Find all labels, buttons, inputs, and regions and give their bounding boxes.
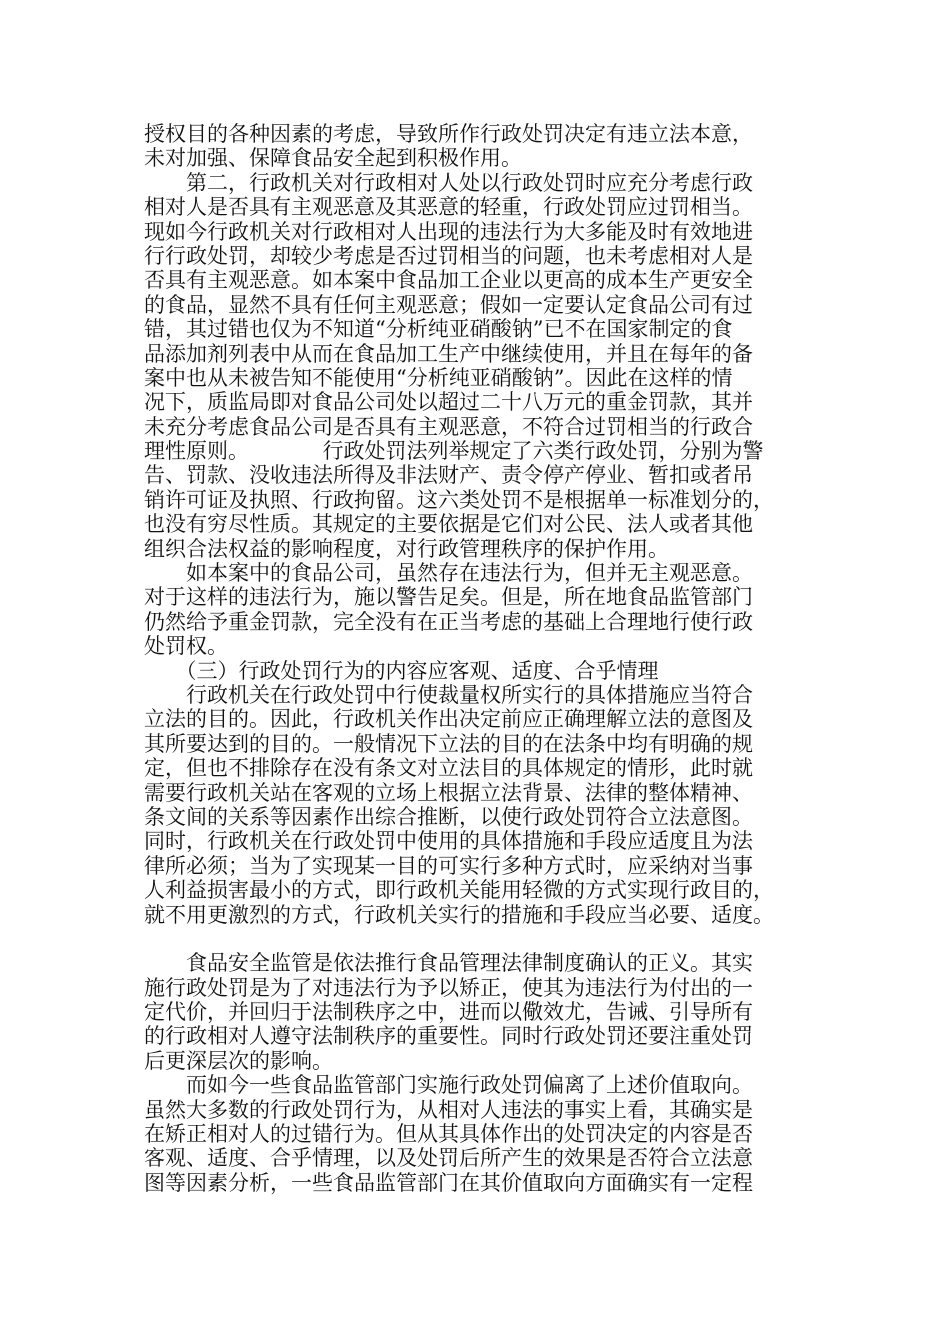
text-line: 律所必须；当为了实现某一目的可实行多种方式时，应采纳对当事 bbox=[144, 853, 753, 878]
text-line: 未对加强、保障食品安全起到积极作用。 bbox=[144, 146, 522, 171]
blank-line bbox=[144, 927, 812, 951]
text-line: 现如今行政机关对行政相对人出现的违法行为大多能及时有效地进 bbox=[144, 219, 753, 244]
text-line: 食品安全监管是依法推行食品管理法律制度确认的正义。其实 bbox=[144, 951, 753, 976]
text-line: 对于这样的违法行为，施以警告足矣。但是，所在地食品监管部门 bbox=[144, 585, 753, 610]
text-line: 而如今一些食品监管部门实施行政处罚偏离了上述价值取向。 bbox=[144, 1073, 753, 1098]
text-line: 销许可证及执照、行政拘留。这六类处罚不是根据单一标准划分的， bbox=[144, 487, 774, 512]
text-line: 立法的目的。因此，行政机关作出决定前应正确理解立法的意图及 bbox=[144, 707, 753, 732]
body-text bbox=[144, 122, 812, 1195]
text-line: 行政机关在行政处罚中行使裁量权所实行的具体措施应当符合 bbox=[144, 682, 753, 707]
text-line: 未充分考虑食品公司是否具有主观恶意，不符合过罚相当的行政合 bbox=[144, 414, 753, 439]
text-line: 第二，行政机关对行政相对人处以行政处罚时应充分考虑行政 bbox=[144, 170, 753, 195]
text-line: 品添加剂列表中从而在食品加工生产中继续使用，并且在每年的备 bbox=[144, 341, 753, 366]
text-line: 处罚权。 bbox=[144, 634, 228, 659]
text-line: 其所要达到的目的。一般情况下立法的目的在法条中均有明确的规 bbox=[144, 731, 753, 756]
text-line: 后更深层次的影响。 bbox=[144, 1048, 333, 1073]
text-line: 图等因素分析，一些食品监管部门在其价值取向方面确实有一定程 bbox=[144, 1170, 753, 1195]
text-line: 仍然给予重金罚款，完全没有在正当考虑的基础上合理地行使行政 bbox=[144, 609, 753, 634]
text-line: 客观、适度、合乎情理，以及处罚后所产生的效果是否符合立法意 bbox=[144, 1146, 753, 1171]
text-line: 告、罚款、没收违法所得及非法财产、责令停产停业、暂扣或者吊 bbox=[144, 463, 753, 488]
text-line: 组织合法权益的影响程度，对行政管理秩序的保护作用。 bbox=[144, 536, 669, 561]
text-line: 同时，行政机关在行政处罚中使用的具体措施和手段应适度且为法 bbox=[144, 829, 753, 854]
text-line: 人利益损害最小的方式，即行政机关能用轻微的方式实现行政目的， bbox=[144, 878, 774, 903]
text-line: 否具有主观恶意。如本案中食品加工企业以更高的成本生产更安全 bbox=[144, 268, 753, 293]
text-line: 况下，质监局即对食品公司处以超过二十八万元的重金罚款，其并 bbox=[144, 390, 753, 415]
text-line: 的行政相对人遵守法制秩序的重要性。同时行政处罚还要注重处罚 bbox=[144, 1024, 753, 1049]
text-line: 的食品，显然不具有任何主观恶意；假如一定要认定食品公司有过 bbox=[144, 292, 753, 317]
text-line: 相对人是否具有主观恶意及其恶意的轻重，行政处罚应过罚相当。 bbox=[144, 195, 753, 220]
text-line: 虽然大多数的行政处罚行为，从相对人违法的事实上看，其确实是 bbox=[144, 1097, 753, 1122]
text-line: 定代价，并回归于法制秩序之中，进而以儆效尤，告诫、引导所有 bbox=[144, 1000, 753, 1025]
text-line: 授权目的各种因素的考虑，导致所作行政处罚决定有违立法本意， bbox=[144, 122, 753, 146]
text-line: 也没有穷尽性质。其规定的主要依据是它们对公民、法人或者其他 bbox=[144, 512, 753, 537]
text-line: 行行政处罚，却较少考虑是否过罚相当的问题，也未考虑相对人是 bbox=[144, 243, 753, 268]
text-line: 定，但也不排除存在没有条文对立法目的具体规定的情形，此时就 bbox=[144, 756, 753, 781]
text-line: 案中也从未被告知不能使用“分析纯亚硝酸钠”。因此在这样的情 bbox=[144, 365, 733, 390]
text-line: 错，其过错也仅为不知道“分析纯亚硝酸钠”已不在国家制定的食 bbox=[144, 317, 733, 342]
text-line: 施行政处罚是为了对违法行为予以矫正，使其为违法行为付出的一 bbox=[144, 975, 753, 1000]
text-line: （三）行政处罚行为的内容应客观、适度、合乎情理 bbox=[144, 658, 659, 683]
text-line: 就不用更激烈的方式，行政机关实行的措施和手段应当必要、适度。 bbox=[144, 902, 774, 927]
text-line: 需要行政机关站在客观的立场上根据立法背景、法律的整体精神、 bbox=[144, 780, 753, 805]
text-line: 条文间的关系等因素作出综合推断，以使行政处罚符合立法意图。 bbox=[144, 804, 753, 829]
text-line: 理性原则。 行政处罚法列举规定了六类行政处罚，分别为警 bbox=[144, 439, 764, 464]
text-line: 如本案中的食品公司，虽然存在违法行为，但并无主观恶意。 bbox=[144, 561, 753, 586]
text-line: 在矫正相对人的过错行为。但从其具体作出的处罚决定的内容是否 bbox=[144, 1122, 753, 1147]
